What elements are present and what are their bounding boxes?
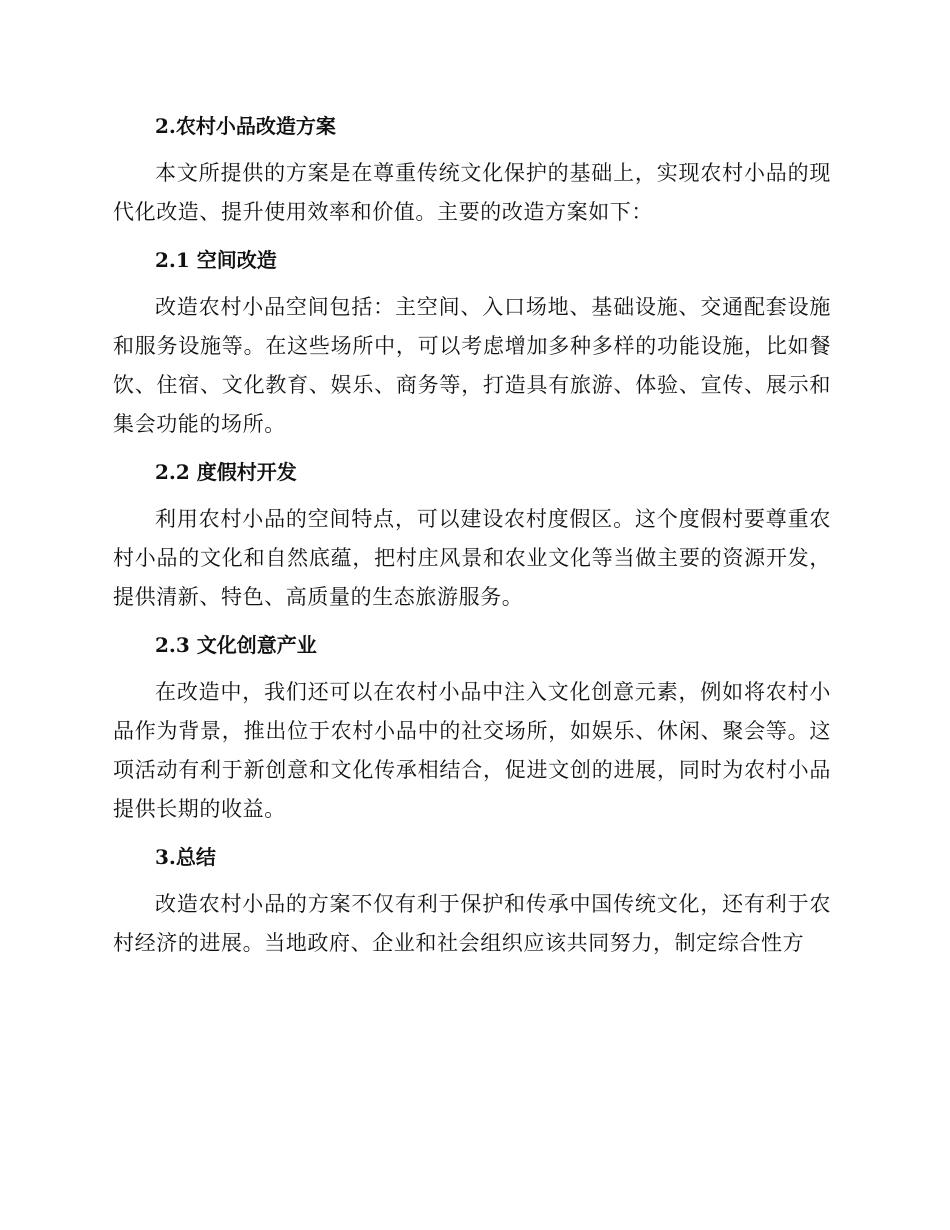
section-paragraph-2-3: 在改造中，我们还可以在农村小品中注入文化创意元素，例如将农村小品作为背景，推出位于农村小品中的社交场所，如娱乐、休闲、聚会等。这项活动有利于新创意和文化传承相结合，促进文创的进展，同时为农村小品提供长期的收益。 xyxy=(113,680,831,821)
section-heading-2-2: 2.2 度假村开发 xyxy=(155,460,297,484)
section-heading-2: 2.农村小品改造方案 xyxy=(155,114,336,138)
section-paragraph-2: 本文所提供的方案是在尊重传统文化保护的基础上，实现农村小品的现代化改造、提升使用效率和价值。主要的改造方案如下： xyxy=(113,161,831,224)
section-heading-2-3: 2.3 文化创意产业 xyxy=(155,633,317,657)
section-paragraph-2-1: 改造农村小品空间包括：主空间、入口场地、基础设施、交通配套设施和服务设施等。在这些场所中，可以考虑增加多种多样的功能设施，比如餐饮、住宿、文化教育、娱乐、商务等，打造具有旅游、体验、宣传、展示和集会功能的场所。 xyxy=(113,295,831,436)
section-heading-3: 3.总结 xyxy=(155,845,216,869)
section-heading-2-1: 2.1 空间改造 xyxy=(155,248,277,272)
section-paragraph-2-2: 利用农村小品的空间特点，可以建设农村度假区。这个度假村要尊重农村小品的文化和自然底蕴，把村庄风景和农业文化等当做主要的资源开发，提供清新、特色、高质量的生态旅游服务。 xyxy=(113,507,831,609)
section-paragraph-3: 改造农村小品的方案不仅有利于保护和传承中国传统文化，还有利于农村经济的进展。当地政府、企业和社会组织应该共同努力，制定综合性方 xyxy=(113,892,831,955)
document-page xyxy=(113,112,831,963)
